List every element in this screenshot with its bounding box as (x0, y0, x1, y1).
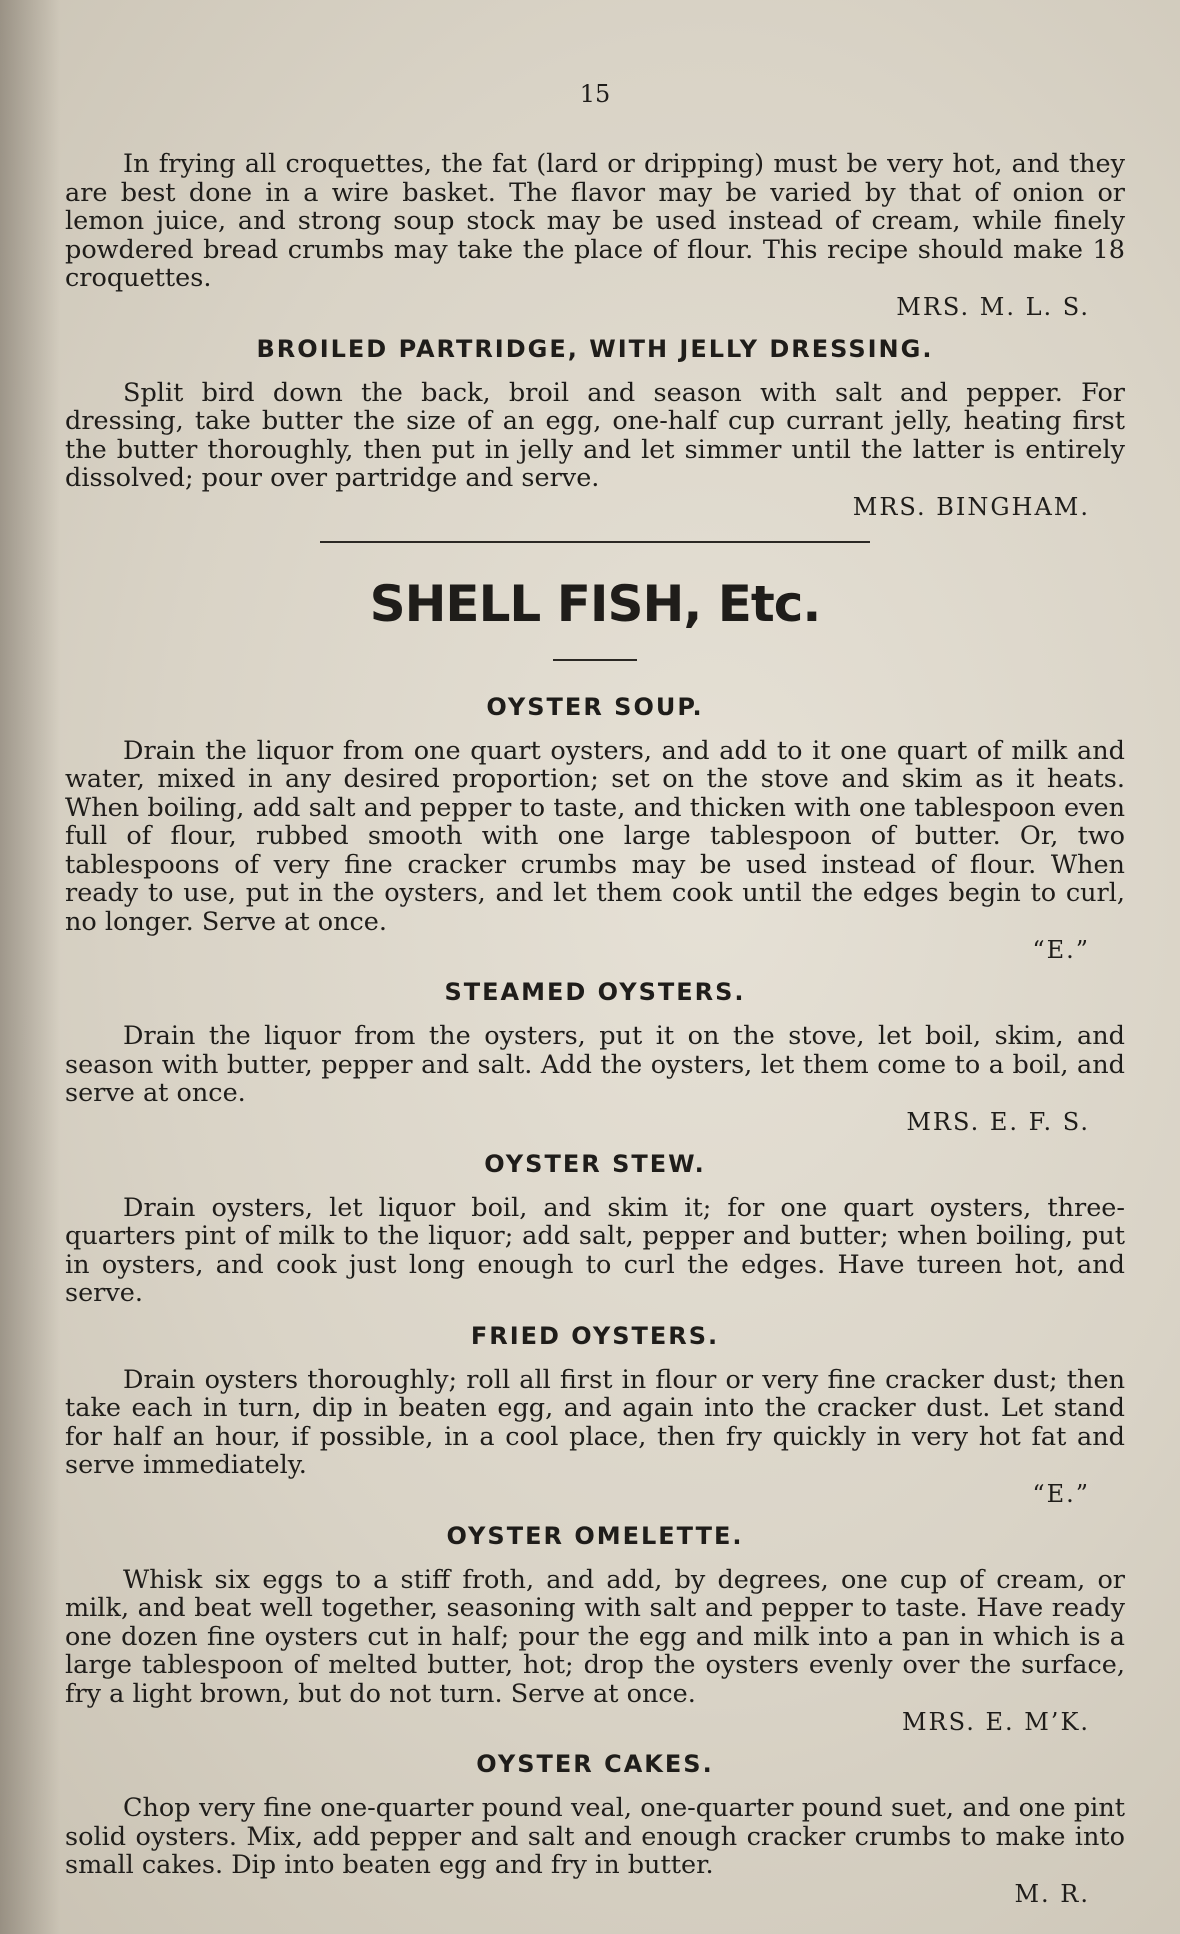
recipe-title-fried-oysters: FRIED OYSTERS. (470, 1321, 720, 1350)
page-binding-shadow (0, 0, 60, 1934)
recipe-title-partridge: BROILED PARTRIDGE, WITH JELLY DRESSING. (256, 334, 934, 363)
recipe-attribution-oyster-cakes: M. R. (1014, 1879, 1090, 1908)
intro-attribution: MRS. M. L. S. (896, 292, 1090, 321)
page-content (65, 80, 1125, 1908)
recipe-text-steamed-oysters: Drain the liquor from the oysters, put it on the stove, let boil, skim, and season with butter, pepper and salt. Add the oysters, let them come to a boil, and serve at once. (65, 1021, 1125, 1108)
section-title: SHELL FISH, Etc. (369, 574, 821, 633)
recipe-title-oyster-soup: OYSTER SOUP. (486, 692, 704, 721)
recipe-attribution-steamed-oysters: MRS. E. F. S. (906, 1107, 1090, 1136)
section-short-rule (553, 659, 637, 661)
recipe-title-steamed-oysters: STEAMED OYSTERS. (444, 978, 746, 1006)
recipe-text-oyster-stew: Drain oysters, let liquor boil, and skim it; for one quart oysters, three-quarters pint of milk to the liquor; add salt, pepper and butter; when boiling, put in oysters, and cook just long enough to curl the edges. Have tureen hot, and serve. (65, 1192, 1125, 1308)
recipe-attribution-fried-oysters: “E.” (1032, 1479, 1090, 1508)
recipe-text-oyster-soup: Drain the liquor from one quart oysters, and add to it one quart of milk and water, mixed in any desired proportion; set on the stove and skim as it heats. When boiling, add salt and pepper to taste, and thicken with one tablespoon even full of flour, rubbed smooth with one large tablespoon of butter. Or, two tablespoons of very fine cracker crumbs may be used instead of flour. When ready to use, put in the oysters, and let them cook until the edges begin to curl, no longer. Serve at once. (65, 735, 1125, 937)
section-divider (320, 541, 870, 543)
recipe-title-oyster-cakes: OYSTER CAKES. (476, 1750, 714, 1778)
recipe-text-fried-oysters: Drain oysters thoroughly; roll all first in flour or very fine cracker dust; then take each in turn, dip in beaten egg, and again into the cracker dust. Let stand for half an hour, if possible, in a cool place, then fry quickly in very hot fat and serve immediately. (65, 1364, 1125, 1480)
recipe-text-partridge: Split bird down the back, broil and season with salt and pepper. For dressing, take butter the size of an egg, one-half cup currant jelly, heating first the butter thoroughly, then put in jelly and let simmer until the latter is entirely dissolved; pour over partridge and serve. (65, 377, 1125, 493)
recipe-attribution-partridge: MRS. BINGHAM. (852, 492, 1090, 521)
recipe-attribution-oyster-omelette: MRS. E. M’K. (901, 1708, 1090, 1736)
recipe-attribution-oyster-soup: “E.” (1032, 936, 1090, 964)
recipe-title-oyster-omelette: OYSTER OMELETTE. (446, 1521, 744, 1550)
recipe-title-oyster-stew: OYSTER STEW. (484, 1149, 706, 1178)
page-number: 15 (579, 80, 611, 108)
recipe-text-oyster-cakes: Chop very fine one-quarter pound veal, one-quarter pound suet, and one pint solid oysters. Mix, add pepper and salt and enough cracker crumbs to make into small cakes. Dip into beaten egg and fry in butter. (65, 1793, 1125, 1880)
recipe-text-oyster-omelette: Whisk six eggs to a stiff froth, and add, by degrees, one cup of cream, or milk, and beat well together, seasoning with salt and pepper to taste. Have ready one dozen fine oysters cut in half; pour the egg and milk into a pan in which is a large tablespoon of melted butter, hot; drop the oysters evenly over the surface, fry a light brown, but do not turn. Serve at once. (65, 1564, 1125, 1709)
intro-paragraph: In frying all croquettes, the fat (lard or dripping) must be very hot, and they are best done in a wire basket. The flavor may be varied by that of onion or lemon juice, and strong soup stock may be used instead of cream, while finely powdered bread crumbs may take the place of flour. This recipe should make 18 croquettes. (65, 149, 1125, 293)
